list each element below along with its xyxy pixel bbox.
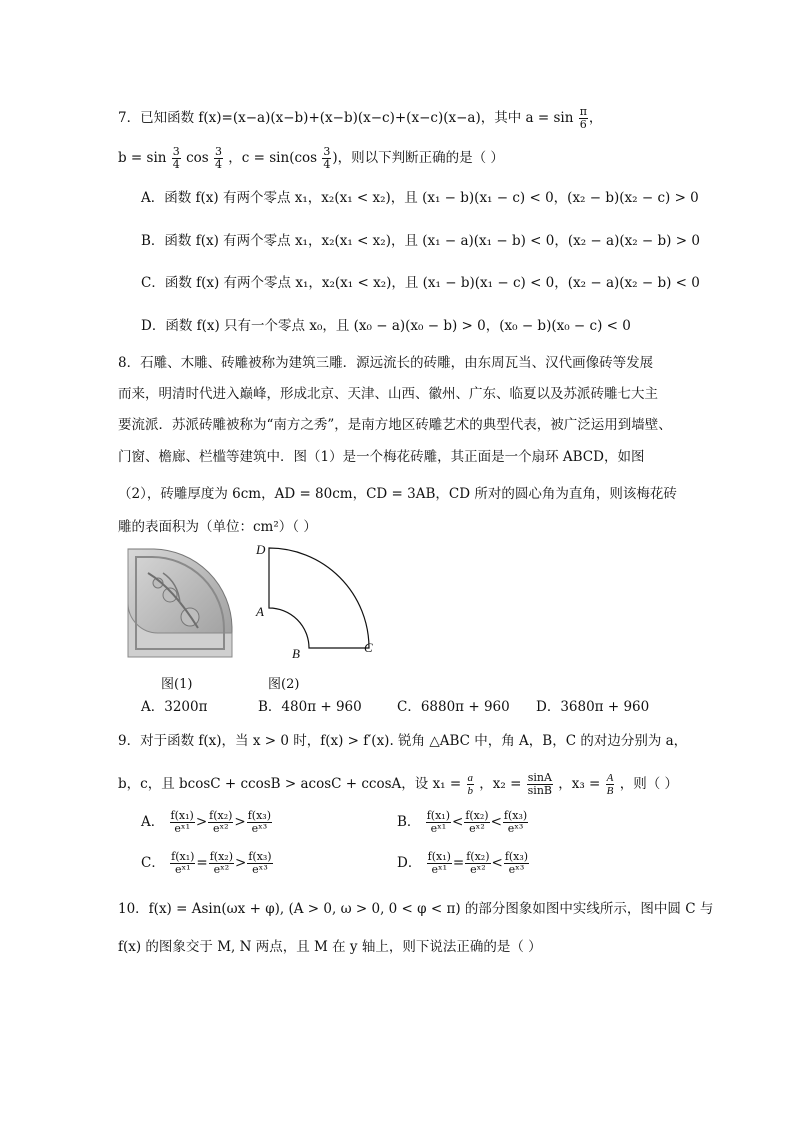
frac-f-x1 (170, 851, 195, 876)
frac-numerator: f(x₂) (209, 809, 233, 822)
q8-line6: 雕的表面积为（单位：cm²）（ ） (118, 519, 317, 535)
frac-numerator: f(x₃) (504, 850, 529, 863)
q9-x1-fraction (467, 772, 475, 797)
q9-option-d (397, 851, 530, 876)
frac-denominator: eˣ¹ (431, 863, 448, 876)
frac-numerator: a (467, 772, 473, 784)
relation: < (452, 814, 464, 830)
frac-denominator: B (606, 785, 614, 797)
q10-line1: 10．f(x) = Asin(ωx + φ), (A > 0, ω > 0, 0 < φ < π) 的部分图象如图中实线所示，图中圆 C 与 (118, 901, 714, 917)
frac-f-x2 (209, 851, 234, 876)
frac-numerator: f(x₁) (171, 850, 195, 863)
frac-numerator: f(x₂) (209, 850, 234, 863)
q9-line2 (118, 772, 678, 797)
frac-denominator: eˣ¹ (174, 863, 191, 876)
frac-denominator: eˣ² (470, 863, 486, 876)
point-d-label: D (256, 542, 266, 557)
frac-f-x1 (427, 851, 452, 876)
punct: ， (588, 110, 603, 126)
relation: = (452, 855, 465, 871)
q8-option-b: B．480π + 960 (258, 699, 362, 715)
point-b-label: B (292, 646, 300, 660)
q7-b-frac2 (214, 146, 223, 171)
q8-line5: （2），砖雕厚度为 6cm，AD = 80cm，CD = 3AB，CD 所对的圆心角为直角，则该梅花砖 (118, 486, 677, 502)
frac-numerator: f(x₂) (465, 809, 489, 822)
option-label: D． (397, 855, 422, 871)
frac-f-x3 (247, 851, 272, 876)
q7-cos-text: cos (186, 150, 209, 166)
frac-numerator: f(x₁) (427, 850, 451, 863)
q9-x2-text: ，x₂ = (479, 776, 522, 792)
q8-line2: 而来，明清时代进入巅峰，形成北京、天津、山西、徽州、广东、临夏以及苏派砖雕七大主 (118, 386, 658, 402)
frac-numerator: 3 (215, 145, 222, 158)
frac-f-x2 (464, 810, 489, 835)
fig2-sector-ring-diagram (250, 540, 380, 660)
q7-c-frac (322, 146, 331, 171)
q10-line2: f(x) 的图象交于 M, N 两点，且 M 在 y 轴上，则下说法正确的是（ ） (118, 939, 542, 955)
frac-numerator: f(x₂) (466, 850, 490, 863)
q8-line4: 门窗、檐廊、栏槛等建筑中．图（1）是一个梅花砖雕，其正面是一个扇环 ABCD，如图 (118, 449, 645, 465)
option-label: C． (141, 855, 165, 871)
option-label: A． (141, 814, 165, 830)
q7-b-text: b = sin (118, 150, 167, 166)
frac-denominator: eˣ³ (508, 863, 525, 876)
frac-numerator: f(x₁) (170, 809, 194, 822)
q7-question-end: )，则以下判断正确的是（ ） (332, 150, 504, 166)
frac-numerator: f(x₃) (248, 850, 272, 863)
frac-f-x2 (465, 851, 490, 876)
sector-ring-shape (269, 548, 369, 648)
frac-numerator: f(x₃) (503, 809, 528, 822)
frac-denominator: eˣ³ (251, 822, 268, 835)
q9-x2-fraction (527, 772, 553, 797)
q9-option-c (141, 851, 274, 876)
q7-option-a: A．函数 f(x) 有两个零点 x₁，x₂(x₁ < x₂)，且 (x₁ − b)(x₁ − c) < 0，(x₂ − b)(x₂ − c) > 0 (141, 190, 699, 206)
frac-denominator: 4 (172, 158, 180, 171)
frac-denominator: eˣ³ (252, 863, 268, 876)
frac-f-x1 (170, 810, 195, 835)
frac-f-x2 (208, 810, 233, 835)
frac-denominator: b (467, 785, 473, 797)
relation: > (195, 814, 208, 830)
frac-f-x1 (426, 810, 451, 835)
q9-x3-fraction (606, 772, 615, 797)
frac-numerator: sinA (527, 771, 552, 784)
q9-question-end: ，则（ ） (619, 776, 678, 792)
relation: < (490, 814, 502, 830)
frac-f-x3 (504, 851, 529, 876)
q7-c-text: ，c = sin(cos (228, 150, 318, 166)
frac-numerator: 3 (323, 145, 331, 158)
q8-option-a: A．3200π (141, 699, 208, 715)
q8-line1: 8．石雕、木雕、砖雕被称为建筑三雕．源远流长的砖雕，由东周瓦当、汉代画像砖等发展 (118, 355, 654, 371)
q9-option-a (141, 810, 273, 835)
q9-line1: 9．对于函数 f(x)，当 x > 0 时，f(x) > f′(x). 锐角 △ABC 中，角 A，B，C 的对边分别为 a， (118, 733, 688, 749)
q8-option-d: D．3680π + 960 (536, 699, 650, 715)
frac-denominator: 4 (215, 158, 222, 171)
frac-numerator: f(x₃) (247, 809, 272, 822)
frac-denominator: 4 (323, 158, 331, 171)
frac-denominator: sinB (527, 784, 552, 797)
frac-numerator: 3 (172, 145, 180, 158)
frac-denominator: eˣ² (469, 822, 485, 835)
q7-stem-text: 7．已知函数 f(x)=(x−a)(x−b)+(x−b)(x−c)+(x−c)(x−a)，其中 a = sin (118, 110, 574, 126)
q7-option-d: D．函数 f(x) 只有一个零点 x₀，且 (x₀ − a)(x₀ − b) > 0，(x₀ − b)(x₀ − c) < 0 (141, 318, 631, 334)
fig2-caption: 图(2) (268, 677, 300, 692)
q9-option-b (397, 810, 529, 835)
frac-f-x3 (247, 810, 272, 835)
relation: = (196, 855, 208, 871)
q8-line3: 要流派．苏派砖雕被称为“南方之秀”，是南方地区砖雕艺术的典型代表，被广泛运用到墙壁、 (118, 417, 672, 433)
frac-f-x3 (503, 810, 528, 835)
q7-line2 (118, 146, 504, 171)
fig1-brick-carving-image (118, 543, 238, 668)
frac-denominator: 6 (579, 118, 587, 131)
q7-option-c: C．函数 f(x) 有两个零点 x₁，x₂(x₁ < x₂)，且 (x₁ − b)(x₁ − c) < 0，(x₂ − a)(x₂ − b) < 0 (141, 275, 700, 291)
point-c-label: C (364, 640, 373, 655)
frac-denominator: eˣ³ (507, 822, 524, 835)
frac-denominator: eˣ² (213, 863, 230, 876)
point-a-label: A (256, 604, 264, 619)
frac-numerator: π (579, 105, 587, 118)
option-label: B． (397, 814, 421, 830)
q7-option-b: B．函数 f(x) 有两个零点 x₁，x₂(x₁ < x₂)，且 (x₁ − a)(x₁ − b) < 0，(x₂ − a)(x₂ − b) > 0 (141, 233, 700, 249)
frac-numerator: A (606, 772, 614, 784)
frac-denominator: eˣ² (212, 822, 229, 835)
q9-x3-text: ，x₃ = (558, 776, 601, 792)
frac-denominator: eˣ¹ (174, 822, 190, 835)
relation: > (235, 855, 247, 871)
q8-option-c: C．6880π + 960 (397, 699, 510, 715)
frac-denominator: eˣ¹ (430, 822, 447, 835)
frac-numerator: f(x₁) (426, 809, 450, 822)
q7-line1 (118, 106, 602, 131)
relation: > (234, 814, 246, 830)
relation: < (491, 855, 503, 871)
q9-condition-text: b，c，且 bcosC + ccosB > acosC + ccosA，设 x₁ = (118, 776, 462, 792)
q7-b-frac1 (172, 146, 181, 171)
q7-a-fraction (579, 106, 588, 131)
fig1-caption: 图(1) (161, 677, 193, 692)
